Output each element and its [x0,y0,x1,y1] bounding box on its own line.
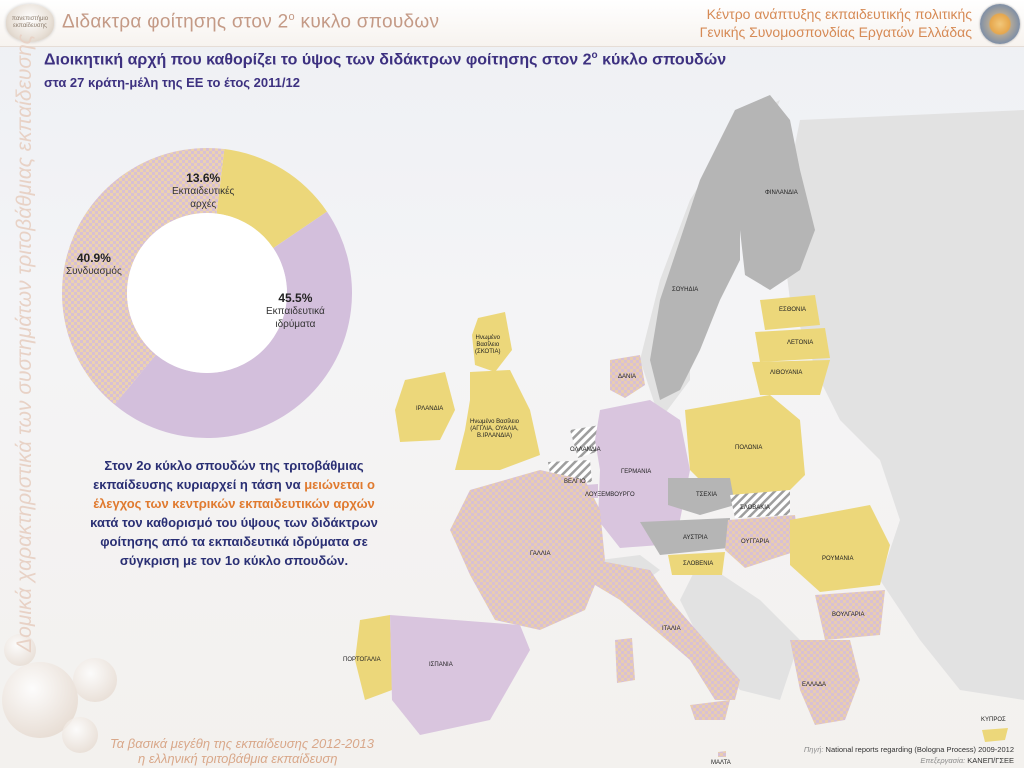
label-netherlands: ΟΛΛΑΝΔΙΑ [570,447,601,453]
label-czechia: ΤΣΕΧΙΑ [696,492,718,498]
label-poland: ΠΟΛΩΝΙΑ [735,445,763,451]
non-eu-land [680,560,800,700]
label-spain: ΙΣΠΑΝΙΑ [429,662,453,668]
header-title [62,11,439,33]
source-note [804,745,1014,754]
label-greece: ΕΛΛΑΔΑ [802,682,827,688]
label-uk-rest [470,419,519,440]
label-romania: ΡΟΥΜΑΝΙΑ [822,556,854,562]
slice-label-institutions [266,292,325,331]
sicily-shape [690,700,730,720]
slice-label-authorities [172,172,234,211]
label-uk-rest-3: Β.ΙΡΛΑΝΔΙΑ) [477,433,512,439]
decor-bubble [62,717,98,753]
france-shape [450,470,605,630]
sardinia-shape [615,638,635,683]
source-value: National reports regarding (Bologna Process) 2009-2012 [825,745,1014,754]
cyprus-shape [982,728,1008,742]
decor-bubble [73,658,117,702]
label-luxembourg: ΛΟΥΞΕΜΒΟΥΡΓΟ [585,492,635,498]
paragraph-part-1: Στον 2ο κύκλο σπουδών της τριτοβάθμιας εκπαίδευσης κυριαρχεί η τάση να [93,458,364,492]
slice-cat-combination-1: Συνδυασμός [66,266,122,277]
label-lithuania: ΛΙΘΟΥΑΝΙΑ [770,370,803,376]
sweden-shape [650,140,740,400]
label-latvia: ΛΕΤΟΝΙΑ [787,340,814,346]
label-uk-scotland-1: Ηνωμένο [475,335,501,341]
malta-shape [718,751,726,757]
header-title-main: Διδακτρα φοίτησης στον 2 [62,11,289,33]
slice-value-combination: 40.9% [76,251,111,265]
label-estonia: ΕΣΘΟΝΙΑ [779,307,807,313]
label-uk-rest-1: Ηνωμένο Βασίλειο [470,419,520,425]
slice-value-institutions: 45.5% [278,291,313,305]
spain-shape [390,615,530,735]
label-bulgaria: ΒΟΥΛΓΑΡΙΑ [832,612,865,618]
label-slovenia: ΣΛΟΒΕΝΙΑ [683,561,714,567]
label-uk-scotland-3: (ΣΚΟΤΙΑ) [475,349,501,355]
label-germany: ΓΕΡΜΑΝΙΑ [621,469,652,475]
donut-hole [127,213,287,373]
label-slovakia: ΣΛΟΒΑΚΙΑ [740,505,770,511]
label-uk-rest-2: (ΑΓΓΛΙΑ, ΟΥΑΛΙΑ, [470,426,519,432]
label-denmark: ΔΑΝΙΑ [618,374,637,380]
label-malta: ΜΑΛΤΑ [711,760,731,766]
side-vertical-text: Δομικά χαρακτηριστικά των συστημάτων τριτοβάθμιας εκπαίδευσης [13,34,36,652]
footer-line-2: η ελληνική τριτοβάθμια εκπαίδευση [138,751,338,766]
slide-title-sup: ο [591,50,598,61]
label-uk-scotland-2: Βασίλειο [476,342,500,348]
non-eu-land [780,110,1024,700]
org-line-1: Κέντρο ανάπτυξης εκπαιδευτικής πολιτικής [706,6,972,22]
processing-value: ΚΑΝΕΠ/ΓΣΕΕ [967,756,1014,765]
romania-shape [790,505,890,592]
label-ireland: ΙΡΛΑΝΔΙΑ [416,406,444,412]
footer-line-1: Τα βασικά μεγέθη της εκπαίδευσης 2012-2013 [110,736,374,751]
org-line-2: Γενικής Συνομοσπονδίας Εργατών Ελλάδας [699,24,972,40]
logo-text: πανεπιστήμιο εκπαίδευσης [11,16,49,29]
label-finland: ΦΙΝΛΑΝΔΙΑ [765,190,798,196]
summary-paragraph [84,456,384,570]
slice-label-combination [66,252,122,278]
header-title-tail: κυκλο σπουδων [294,11,440,33]
label-portugal: ΠΟΡΤΟΓΑΛΙΑ [343,657,381,663]
slice-cat-institutions-2: ιδρύματα [275,319,316,330]
header-title-sup: ο [288,11,295,23]
label-italy: ΙΤΑΛΙΑ [662,626,681,632]
source-label: Πηγή: [803,745,824,754]
processing-label: Επεξεργασία: [920,756,966,765]
label-france: ΓΑΛΛΙΑ [530,551,551,557]
label-hungary: ΟΥΓΓΑΡΙΑ [741,539,770,545]
slide-title-tail: κύκλο σπουδών [597,51,727,69]
label-austria: ΑΥΣΤΡΙΑ [683,535,708,541]
label-sweden: ΣΟΥΗΔΙΑ [672,287,699,293]
slice-cat-institutions-1: Εκπαιδευτικά [266,306,325,317]
processing-note [920,756,1014,765]
paragraph-part-2: κατά τον καθορισμό του ύψους των διδάκτρων φοίτησης από τα εκπαιδευτικά ιδρύματα σε σύγκριση με τον 1ο κύκλο σπουδών. [90,515,378,568]
label-cyprus: ΚΥΠΡΟΣ [981,717,1006,723]
lithuania-shape [752,360,830,395]
slice-value-authorities: 13.6% [186,171,221,185]
label-uk-scotland [475,335,501,356]
slide-subtitle: στα 27 κράτη-μέλη της ΕΕ το έτος 2011/12 [44,75,300,90]
slide-title-main: Διοικητική αρχή που καθορίζει το ύψος των διδάκτρων φοίτησης στον 2 [44,51,592,69]
label-belgium: ΒΕΛΓΙΟ [564,479,586,485]
slice-cat-authorities-2: αρχές [190,199,217,210]
slide-title [44,50,726,69]
paragraph-highlight: μειώνεται ο έλεγχος των κεντρικών εκπαιδευτικών αρχών [93,477,375,511]
gsee-seal-logo [980,4,1020,44]
slice-cat-authorities-1: Εκπαιδευτικές [172,186,235,197]
